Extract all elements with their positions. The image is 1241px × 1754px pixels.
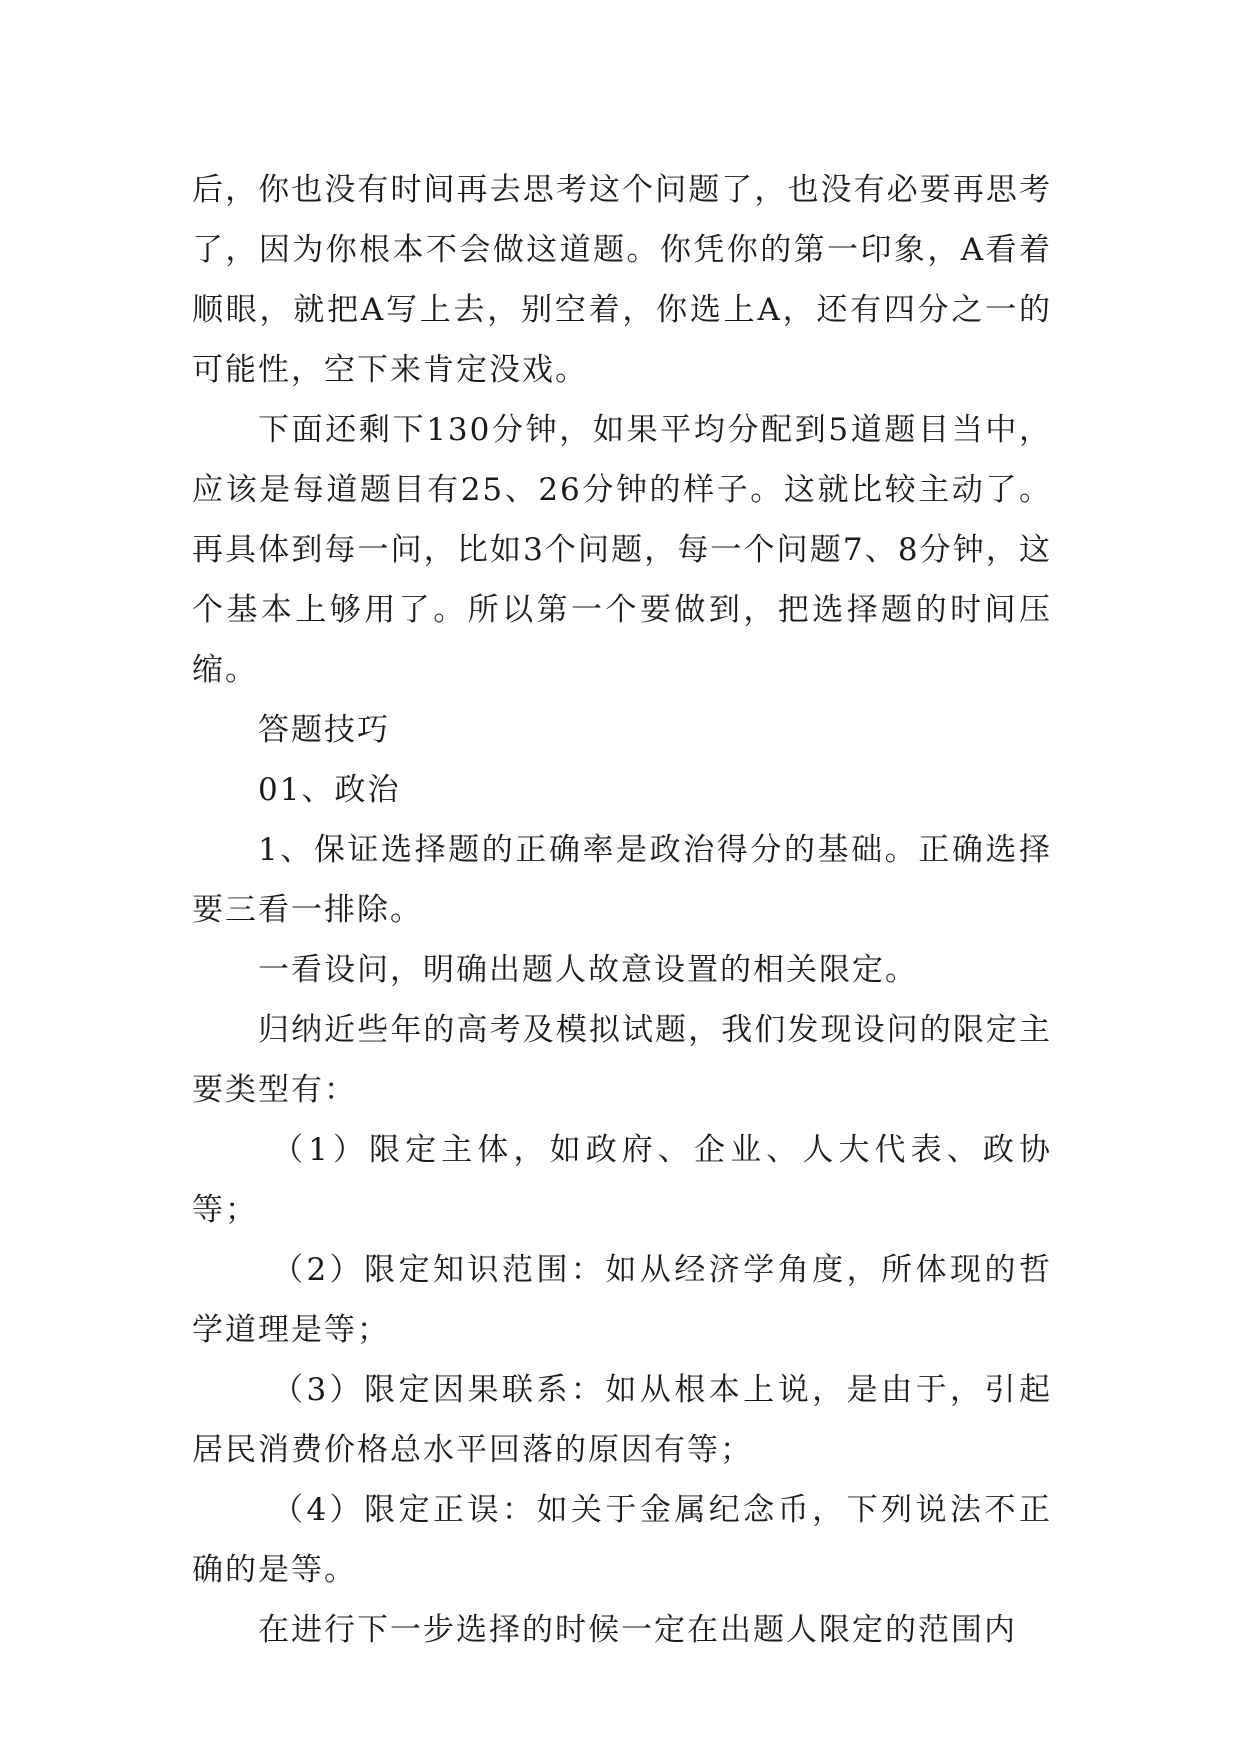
paragraph-limit-types: 归纳近些年的高考及模拟试题，我们发现设问的限定主要类型有： (192, 1012, 1052, 1108)
document-body (192, 160, 1052, 1660)
paragraph-first-look: 一看设问，明确出题人故意设置的相关限定。 (258, 952, 918, 988)
paragraph-next-step: 在进行下一步选择的时候一定在出题人限定的范围内 (258, 1612, 1017, 1648)
list-item-limit-causality: （3）限定因果联系：如从根本上说，是由于，引起居民消费价格总水平回落的原因有等； (192, 1372, 1052, 1468)
list-item-limit-knowledge: （2）限定知识范围：如从经济学角度，所体现的哲学道理是等； (192, 1252, 1052, 1348)
paragraph-time-allocation: 下面还剩下130分钟，如果平均分配到5道题目当中，应该是每道题目有25、26分钟的样子。这就比较主动了。再具体到每一问，比如3个问题，每一个问题7、8分钟，这个基本上够用了。所以第一个要做到，把选择题的时间压缩。 (192, 412, 1052, 688)
list-item-limit-subject: （1）限定主体，如政府、企业、人大代表、政协等； (192, 1132, 1052, 1228)
paragraph-continuation: 后，你也没有时间再去思考这个问题了，也没有必要再思考了，因为你根本不会做这道题。你凭你的第一印象，A看着顺眼，就把A写上去，别空着，你选上A，还有四分之一的可能性，空下来肯定没戏。 (192, 172, 1052, 388)
paragraph-choice-accuracy: 1、保证选择题的正确率是政治得分的基础。正确选择要三看一排除。 (192, 832, 1052, 928)
section-heading-answer-tips: 答题技巧 (258, 712, 390, 748)
subsection-heading-politics: 01、政治 (258, 772, 401, 808)
list-item-limit-correctness: （4）限定正误：如关于金属纪念币，下列说法不正确的是等。 (192, 1492, 1052, 1588)
